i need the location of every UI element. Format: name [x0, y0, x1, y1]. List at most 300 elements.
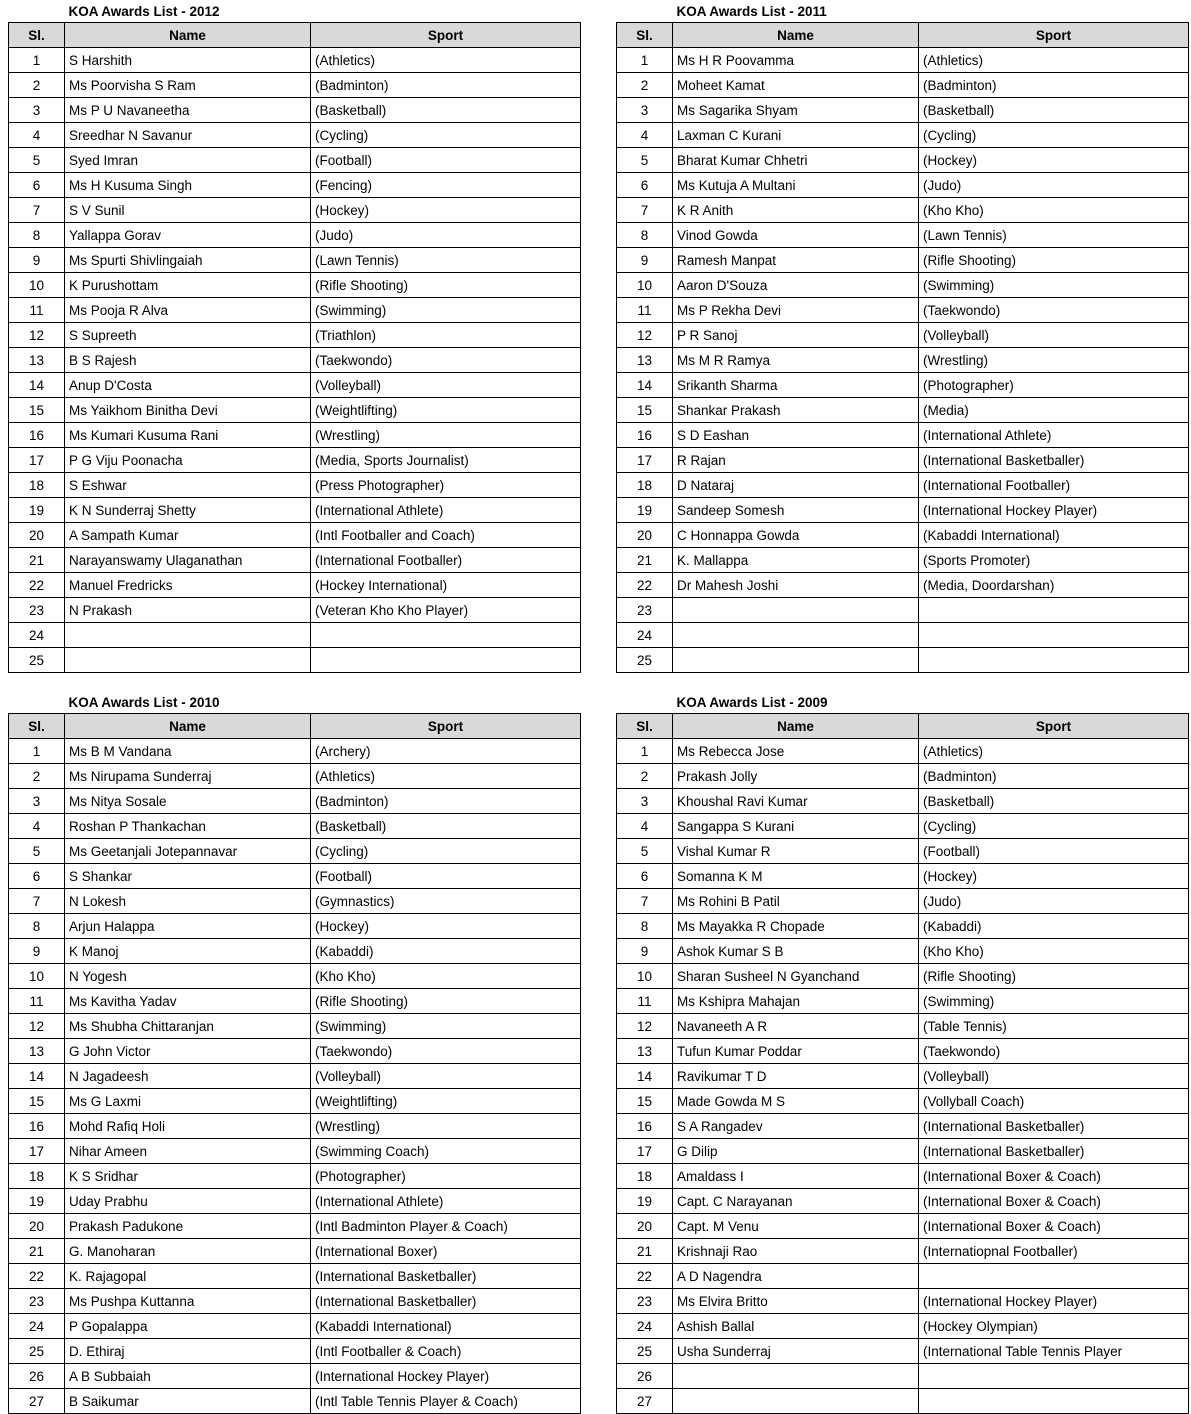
- cell-sport: (Media, Doordarshan): [919, 573, 1189, 598]
- table-row: [9, 739, 581, 764]
- title-blank-cell: [9, 691, 65, 714]
- table-row: [9, 1164, 581, 1189]
- cell-sl: 21: [9, 1239, 65, 1264]
- cell-sport: (Hockey): [919, 148, 1189, 173]
- column-header-sl: Sl.: [9, 23, 65, 48]
- table-row: [9, 123, 581, 148]
- table-row: [9, 198, 581, 223]
- awards-table: [8, 691, 581, 1414]
- cell-name: Sreedhar N Savanur: [65, 123, 311, 148]
- cell-sport: (Rifle Shooting): [311, 273, 581, 298]
- cell-sport: (Veteran Kho Kho Player): [311, 598, 581, 623]
- cell-sl: 4: [617, 814, 673, 839]
- cell-sport: (Kabaddi International): [311, 1314, 581, 1339]
- cell-name: A Sampath Kumar: [65, 523, 311, 548]
- cell-name: K Manoj: [65, 939, 311, 964]
- cell-name: Capt. M Venu: [673, 1214, 919, 1239]
- cell-sport: (International Athlete): [311, 1189, 581, 1214]
- awards-table: [8, 0, 581, 673]
- table-row: [617, 98, 1189, 123]
- table-row: [617, 398, 1189, 423]
- cell-sport: (International Boxer & Coach): [919, 1164, 1189, 1189]
- cell-name: [673, 1364, 919, 1389]
- table-row: [617, 764, 1189, 789]
- cell-name: S Eshwar: [65, 473, 311, 498]
- cell-sl: 22: [617, 573, 673, 598]
- cell-sport: (Kabaddi): [311, 939, 581, 964]
- cell-sl: 3: [9, 789, 65, 814]
- cell-sport: [311, 648, 581, 673]
- cell-sport: (Football): [311, 148, 581, 173]
- cell-sport: (Archery): [311, 739, 581, 764]
- table-row: [617, 1089, 1189, 1114]
- cell-sport: (Football): [311, 864, 581, 889]
- table-row: [9, 498, 581, 523]
- cell-name: Vinod Gowda: [673, 223, 919, 248]
- cell-sl: 23: [9, 598, 65, 623]
- cell-sl: 24: [9, 623, 65, 648]
- cell-sl: 10: [617, 273, 673, 298]
- cell-sport: (Volleyball): [311, 373, 581, 398]
- cell-name: K. Mallappa: [673, 548, 919, 573]
- cell-sport: (Swimming): [919, 989, 1189, 1014]
- cell-name: A B Subbaiah: [65, 1364, 311, 1389]
- table-row: [617, 548, 1189, 573]
- cell-sl: 9: [9, 939, 65, 964]
- cell-sl: 13: [9, 348, 65, 373]
- cell-name: S D Eashan: [673, 423, 919, 448]
- cell-sport: (International Hockey Player): [919, 498, 1189, 523]
- table-row: [9, 814, 581, 839]
- cell-name: Ms Elvira Britto: [673, 1289, 919, 1314]
- table-row: [617, 623, 1189, 648]
- block-spacer: [596, 673, 1191, 691]
- cell-sl: 5: [9, 839, 65, 864]
- cell-sl: 20: [9, 523, 65, 548]
- cell-sl: 4: [9, 123, 65, 148]
- table-row: [617, 123, 1189, 148]
- cell-sl: 14: [9, 373, 65, 398]
- cell-name: Khoushal Ravi Kumar: [673, 789, 919, 814]
- table-row: [9, 448, 581, 473]
- cell-sport: (International Basketballer): [311, 1289, 581, 1314]
- cell-sport: (Media): [919, 398, 1189, 423]
- cell-sport: (International Boxer & Coach): [919, 1214, 1189, 1239]
- cell-sport: (Cycling): [919, 814, 1189, 839]
- cell-sport: [919, 623, 1189, 648]
- cell-sl: 25: [9, 648, 65, 673]
- cell-name: Ms Geetanjali Jotepannavar: [65, 839, 311, 864]
- table-row: [617, 1239, 1189, 1264]
- table-row: [9, 1389, 581, 1414]
- cell-sport: (Wrestling): [919, 348, 1189, 373]
- column-header-sl: Sl.: [617, 714, 673, 739]
- cell-sl: 21: [617, 1239, 673, 1264]
- cell-sport: (International Footballer): [311, 548, 581, 573]
- cell-name: Dr Mahesh Joshi: [673, 573, 919, 598]
- cell-sl: 25: [9, 1339, 65, 1364]
- cell-name: Roshan P Thankachan: [65, 814, 311, 839]
- cell-sl: 1: [9, 739, 65, 764]
- cell-sport: (International Athlete): [311, 498, 581, 523]
- cell-name: Ms P Rekha Devi: [673, 298, 919, 323]
- cell-sport: (Hockey Olympian): [919, 1314, 1189, 1339]
- cell-name: Syed Imran: [65, 148, 311, 173]
- table-row: [617, 1214, 1189, 1239]
- table-row: [9, 48, 581, 73]
- cell-sl: 1: [9, 48, 65, 73]
- cell-name: Usha Sunderraj: [673, 1339, 919, 1364]
- cell-sport: (Internatiopnal Footballer): [919, 1239, 1189, 1264]
- cell-sl: 4: [9, 814, 65, 839]
- cell-name: Ms Rohini B Patil: [673, 889, 919, 914]
- table-row: [617, 198, 1189, 223]
- awards-table: [616, 691, 1189, 1414]
- table-row: [617, 473, 1189, 498]
- cell-sport: (Swimming): [311, 1014, 581, 1039]
- cell-sl: 2: [617, 73, 673, 98]
- cell-sl: 10: [9, 964, 65, 989]
- awards-block-2010: [0, 673, 596, 1414]
- table-row: [9, 373, 581, 398]
- cell-sl: 17: [617, 1139, 673, 1164]
- cell-sport: (Intl Footballer and Coach): [311, 523, 581, 548]
- cell-name: Manuel Fredricks: [65, 573, 311, 598]
- table-row: [9, 1214, 581, 1239]
- cell-sport: (Volleyball): [311, 1064, 581, 1089]
- cell-name: Ashok Kumar S B: [673, 939, 919, 964]
- cell-name: Laxman C Kurani: [673, 123, 919, 148]
- cell-sl: 12: [9, 323, 65, 348]
- cell-sport: (International Table Tennis Player: [919, 1339, 1189, 1364]
- cell-sport: (Kho Kho): [919, 198, 1189, 223]
- table-row: [9, 1064, 581, 1089]
- cell-sport: (Volleyball): [919, 1064, 1189, 1089]
- cell-sl: 13: [9, 1039, 65, 1064]
- cell-sport: [919, 1389, 1189, 1414]
- cell-name: Ms B M Vandana: [65, 739, 311, 764]
- cell-sl: 8: [9, 223, 65, 248]
- cell-sport: (Basketball): [919, 98, 1189, 123]
- cell-sl: 8: [617, 223, 673, 248]
- awards-title-row: [617, 691, 1189, 714]
- table-row: [9, 864, 581, 889]
- column-header-sport: Sport: [919, 714, 1189, 739]
- table-row: [9, 73, 581, 98]
- cell-sport: (Volleyball): [919, 323, 1189, 348]
- cell-name: Ravikumar T D: [673, 1064, 919, 1089]
- table-row: [9, 523, 581, 548]
- awards-block-2012: [0, 0, 596, 673]
- cell-name: [673, 623, 919, 648]
- cell-sl: 27: [9, 1389, 65, 1414]
- cell-sl: 4: [617, 123, 673, 148]
- cell-name: Ms Shubha Chittaranjan: [65, 1014, 311, 1039]
- title-blank-cell: [9, 0, 65, 23]
- cell-sport: (Badminton): [311, 789, 581, 814]
- table-row: [617, 148, 1189, 173]
- cell-sl: 18: [617, 1164, 673, 1189]
- cell-name: [673, 598, 919, 623]
- table-row: [9, 889, 581, 914]
- cell-sl: 10: [9, 273, 65, 298]
- cell-name: Ms Pooja R Alva: [65, 298, 311, 323]
- table-row: [617, 648, 1189, 673]
- cell-name: [65, 623, 311, 648]
- table-row: [9, 298, 581, 323]
- cell-sport: (Athletics): [919, 48, 1189, 73]
- cell-name: Sangappa S Kurani: [673, 814, 919, 839]
- cell-name: K R Anith: [673, 198, 919, 223]
- column-header-sl: Sl.: [9, 714, 65, 739]
- cell-sl: 9: [617, 248, 673, 273]
- cell-name: S Supreeth: [65, 323, 311, 348]
- cell-sport: (Taekwondo): [311, 1039, 581, 1064]
- cell-sport: (Taekwondo): [919, 1039, 1189, 1064]
- awards-title-row: [9, 691, 581, 714]
- cell-name: Ms Kumari Kusuma Rani: [65, 423, 311, 448]
- cell-name: Ms Kavitha Yadav: [65, 989, 311, 1014]
- cell-sl: 5: [617, 839, 673, 864]
- cell-sport: (Judo): [311, 223, 581, 248]
- cell-sl: 18: [617, 473, 673, 498]
- cell-sl: 9: [9, 248, 65, 273]
- block-spacer: [0, 673, 596, 691]
- table-row: [9, 1314, 581, 1339]
- awards-list-title: KOA Awards List - 2009: [676, 694, 828, 710]
- cell-name: Ms Rebecca Jose: [673, 739, 919, 764]
- cell-sport: (Table Tennis): [919, 1014, 1189, 1039]
- cell-sl: 25: [617, 1339, 673, 1364]
- cell-sport: (Swimming Coach): [311, 1139, 581, 1164]
- cell-sport: (Taekwondo): [919, 298, 1189, 323]
- column-header-sport: Sport: [311, 23, 581, 48]
- table-row: [617, 598, 1189, 623]
- awards-header-row: [9, 23, 581, 48]
- cell-sport: (Cycling): [311, 123, 581, 148]
- cell-sport: (Badminton): [311, 73, 581, 98]
- cell-sport: (Swimming): [919, 273, 1189, 298]
- cell-sport: (Judo): [919, 889, 1189, 914]
- table-row: [617, 1314, 1189, 1339]
- table-row: [617, 1164, 1189, 1189]
- cell-name: D. Ethiraj: [65, 1339, 311, 1364]
- cell-sl: 23: [9, 1289, 65, 1314]
- cell-sl: 7: [9, 198, 65, 223]
- awards-block-2011: [596, 0, 1191, 673]
- table-row: [617, 423, 1189, 448]
- cell-sl: 14: [617, 1064, 673, 1089]
- cell-name: Ms Kshipra Mahajan: [673, 989, 919, 1014]
- cell-sl: 17: [9, 1139, 65, 1164]
- cell-name: B S Rajesh: [65, 348, 311, 373]
- cell-name: Ms Sagarika Shyam: [673, 98, 919, 123]
- cell-sport: (Hockey): [311, 198, 581, 223]
- cell-sport: (Judo): [919, 173, 1189, 198]
- table-row: [617, 298, 1189, 323]
- awards-table: [616, 0, 1189, 673]
- cell-sport: (Press Photographer): [311, 473, 581, 498]
- cell-sport: (International Hockey Player): [919, 1289, 1189, 1314]
- cell-sport: (Hockey International): [311, 573, 581, 598]
- cell-sl: 15: [617, 1089, 673, 1114]
- table-row: [617, 1389, 1189, 1414]
- cell-name: Ms G Laxmi: [65, 1089, 311, 1114]
- cell-sport: (International Basketballer): [919, 1114, 1189, 1139]
- table-row: [617, 814, 1189, 839]
- cell-sl: 11: [9, 298, 65, 323]
- cell-sport: (International Footballer): [919, 473, 1189, 498]
- table-row: [9, 1364, 581, 1389]
- cell-sl: 18: [9, 473, 65, 498]
- cell-sl: 5: [9, 148, 65, 173]
- cell-name: Narayanswamy Ulaganathan: [65, 548, 311, 573]
- cell-sport: (Sports Promoter): [919, 548, 1189, 573]
- cell-sl: 15: [9, 1089, 65, 1114]
- cell-name: Tufun Kumar Poddar: [673, 1039, 919, 1064]
- cell-name: G John Victor: [65, 1039, 311, 1064]
- cell-sport: (Hockey): [919, 864, 1189, 889]
- cell-sport: (Athletics): [919, 739, 1189, 764]
- table-row: [9, 1014, 581, 1039]
- table-row: [617, 914, 1189, 939]
- table-row: [9, 1089, 581, 1114]
- cell-sl: 18: [9, 1164, 65, 1189]
- cell-name: Ms Mayakka R Chopade: [673, 914, 919, 939]
- table-row: [9, 98, 581, 123]
- cell-name: Ms Pushpa Kuttanna: [65, 1289, 311, 1314]
- cell-sport: (Athletics): [311, 48, 581, 73]
- cell-sl: 6: [9, 864, 65, 889]
- cell-sl: 19: [617, 498, 673, 523]
- title-blank-cell: [617, 0, 673, 23]
- cell-sport: (Cycling): [919, 123, 1189, 148]
- table-row: [617, 1039, 1189, 1064]
- cell-sport: (Basketball): [919, 789, 1189, 814]
- table-row: [9, 648, 581, 673]
- cell-name: Krishnaji Rao: [673, 1239, 919, 1264]
- cell-sl: 7: [617, 889, 673, 914]
- cell-name: Aaron D'Souza: [673, 273, 919, 298]
- table-row: [9, 939, 581, 964]
- column-header-name: Name: [65, 714, 311, 739]
- table-row: [9, 423, 581, 448]
- table-row: [617, 1289, 1189, 1314]
- table-row: [617, 789, 1189, 814]
- cell-sport: (International Athlete): [919, 423, 1189, 448]
- cell-sport: (Photographer): [311, 1164, 581, 1189]
- cell-name: Yallappa Gorav: [65, 223, 311, 248]
- cell-sport: (Wrestling): [311, 1114, 581, 1139]
- table-row: [9, 148, 581, 173]
- cell-sl: 20: [617, 1214, 673, 1239]
- cell-sl: 2: [617, 764, 673, 789]
- cell-name: Moheet Kamat: [673, 73, 919, 98]
- column-header-name: Name: [673, 23, 919, 48]
- table-row: [617, 1064, 1189, 1089]
- column-header-name: Name: [65, 23, 311, 48]
- table-row: [9, 573, 581, 598]
- cell-sl: 16: [617, 423, 673, 448]
- awards-block-2009: [596, 673, 1191, 1414]
- table-row: [9, 623, 581, 648]
- cell-sl: 12: [9, 1014, 65, 1039]
- cell-name: Capt. C Narayanan: [673, 1189, 919, 1214]
- cell-sl: 21: [617, 548, 673, 573]
- table-row: [617, 523, 1189, 548]
- cell-name: K N Sunderraj Shetty: [65, 498, 311, 523]
- cell-sport: (Hockey): [311, 914, 581, 939]
- cell-sport: (Triathlon): [311, 323, 581, 348]
- table-row: [9, 248, 581, 273]
- cell-sl: 1: [617, 48, 673, 73]
- cell-sl: 7: [617, 198, 673, 223]
- cell-sl: 24: [617, 1314, 673, 1339]
- cell-sport: (Basketball): [311, 814, 581, 839]
- cell-sl: 7: [9, 889, 65, 914]
- cell-sl: 20: [9, 1214, 65, 1239]
- cell-sl: 6: [617, 173, 673, 198]
- cell-name: Ms Nirupama Sunderraj: [65, 764, 311, 789]
- cell-sl: 11: [9, 989, 65, 1014]
- cell-sport: (Intl Table Tennis Player & Coach): [311, 1389, 581, 1414]
- cell-name: N Yogesh: [65, 964, 311, 989]
- cell-sl: 17: [617, 448, 673, 473]
- cell-sl: 12: [617, 323, 673, 348]
- cell-sl: 6: [9, 173, 65, 198]
- cell-sport: (Rifle Shooting): [919, 964, 1189, 989]
- cell-sport: (International Boxer & Coach): [919, 1189, 1189, 1214]
- cell-sl: 15: [9, 398, 65, 423]
- table-row: [9, 323, 581, 348]
- cell-sl: 2: [9, 73, 65, 98]
- cell-name: Made Gowda M S: [673, 1089, 919, 1114]
- cell-sport: (Media, Sports Journalist): [311, 448, 581, 473]
- cell-name: Ramesh Manpat: [673, 248, 919, 273]
- cell-name: Ms H Kusuma Singh: [65, 173, 311, 198]
- cell-sport: (Rifle Shooting): [919, 248, 1189, 273]
- cell-name: Prakash Padukone: [65, 1214, 311, 1239]
- table-row: [617, 1189, 1189, 1214]
- cell-name: G. Manoharan: [65, 1239, 311, 1264]
- cell-name: Mohd Rafiq Holi: [65, 1114, 311, 1139]
- cell-name: P G Viju Poonacha: [65, 448, 311, 473]
- table-row: [617, 173, 1189, 198]
- cell-sl: 26: [9, 1364, 65, 1389]
- cell-sport: (Rifle Shooting): [311, 989, 581, 1014]
- cell-sport: (Weightlifting): [311, 398, 581, 423]
- cell-sport: (Intl Footballer & Coach): [311, 1339, 581, 1364]
- cell-sport: (Kho Kho): [919, 939, 1189, 964]
- awards-list-title: KOA Awards List - 2011: [676, 3, 827, 19]
- cell-sl: 21: [9, 548, 65, 573]
- table-row: [617, 889, 1189, 914]
- cell-sl: 16: [9, 423, 65, 448]
- cell-sl: 3: [617, 98, 673, 123]
- cell-name: K. Rajagopal: [65, 1264, 311, 1289]
- table-row: [617, 273, 1189, 298]
- cell-sport: [919, 648, 1189, 673]
- cell-sl: 9: [617, 939, 673, 964]
- table-row: [617, 248, 1189, 273]
- cell-sport: [919, 1264, 1189, 1289]
- cell-sport: (Kabaddi): [919, 914, 1189, 939]
- table-row: [9, 473, 581, 498]
- cell-name: S Harshith: [65, 48, 311, 73]
- cell-sl: 25: [617, 648, 673, 673]
- table-row: [617, 223, 1189, 248]
- cell-name: Vishal Kumar R: [673, 839, 919, 864]
